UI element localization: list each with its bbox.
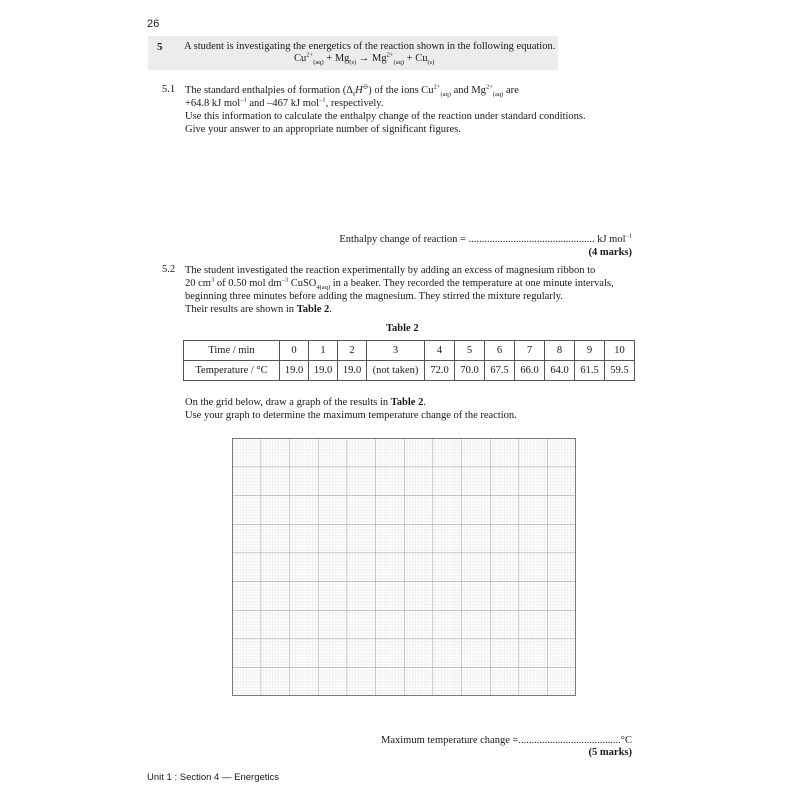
table-cell: 2 — [338, 341, 367, 361]
table-cell: 4 — [425, 341, 455, 361]
table-cell: 6 — [485, 341, 515, 361]
part-5-2-line-4: Their results are shown in Table 2. — [185, 304, 332, 315]
table-cell: 1 — [309, 341, 338, 361]
graph-instruction-line-2: Use your graph to determine the maximum temperature change of the reaction. — [185, 410, 517, 421]
graph-paper-grid[interactable] — [232, 438, 576, 696]
table-cell: 66.0 — [515, 361, 545, 381]
table-cell: 70.0 — [455, 361, 485, 381]
question-intro: A student is investigating the energetics of the reaction shown in the following equation. — [184, 41, 556, 52]
results-table — [183, 340, 635, 381]
table-cell: 61.5 — [575, 361, 605, 381]
part-5-2-line-3: beginning three minutes before adding the magnesium. They stirred the mixture regularly. — [185, 291, 563, 302]
graph-instructions — [185, 396, 635, 422]
table-cell: 72.0 — [425, 361, 455, 381]
table-cell: 3 — [367, 341, 425, 361]
table-cell: 19.0 — [309, 361, 338, 381]
page-number: 26 — [147, 18, 160, 30]
table-cell: 19.0 — [280, 361, 309, 381]
table-caption: Table 2 — [386, 323, 419, 334]
table-cell: 7 — [515, 341, 545, 361]
table-cell: (not taken) — [367, 361, 425, 381]
graph-instruction-line-1: On the grid below, draw a graph of the results in Table 2. — [185, 397, 426, 408]
enthalpy-answer-line[interactable]: Enthalpy change of reaction = ................................................ kJ mol$^{-1}$ — [339, 232, 632, 245]
reaction-equation: $Cu^{2+}_{(aq)} + Mg_{(s)} \to Mg^{2+}_{(aq)} + Cu_{(s)}$ — [294, 51, 435, 67]
part-5-1-number: 5.1 — [162, 84, 176, 95]
table-cell: 9 — [575, 341, 605, 361]
table-cell: 5 — [455, 341, 485, 361]
table-cell: 67.5 — [485, 361, 515, 381]
table-row-temperature — [184, 361, 635, 381]
table-cell: 10 — [605, 341, 635, 361]
part-5-1-line-4: Give your answer to an appropriate number of significant figures. — [185, 124, 461, 135]
part-5-1-text — [185, 84, 605, 136]
table-header-time: Time / min — [184, 341, 280, 361]
part-5-2-marks: (5 marks) — [588, 747, 632, 758]
table-cell: 19.0 — [338, 361, 367, 381]
table-cell: 64.0 — [545, 361, 575, 381]
part-5-1-line-1: The standard enthalpies of formation $(\Delta_fH^⊖)$ of the ions $Cu^{2+}_{(aq)}$ and $Mg^{2+}_{(aq)}$ are — [185, 83, 519, 99]
table-row-time — [184, 341, 635, 361]
temperature-change-answer-line[interactable]: Maximum temperature change =.......................................°C — [381, 735, 632, 746]
table-header-temperature: Temperature / °C — [184, 361, 280, 381]
part-5-2-number: 5.2 — [162, 264, 176, 275]
part-5-2-line-2: 20 $cm^3$ of 0.50 mol $dm^{-3}$ CuSO$_{4(aq)}$ in a beaker. They recorded the temperature at one minute intervals, — [185, 276, 614, 292]
question-number: 5 — [157, 41, 163, 53]
part-5-2-line-1: The student investigated the reaction experimentally by adding an excess of magnesium ribbon to — [185, 265, 596, 276]
part-5-1-line-2: +64.8 kJ mol$^{-1}$ and –467 kJ mol$^{-1}$, respectively. — [185, 96, 384, 109]
table-cell: 59.5 — [605, 361, 635, 381]
part-5-2-text — [185, 264, 645, 316]
table-cell: 8 — [545, 341, 575, 361]
part-5-1-marks: (4 marks) — [588, 247, 632, 258]
part-5-1-line-3: Use this information to calculate the enthalpy change of the reaction under standard conditions. — [185, 111, 586, 122]
page-footer: Unit 1 : Section 4 — Energetics — [147, 772, 280, 783]
table-cell: 0 — [280, 341, 309, 361]
